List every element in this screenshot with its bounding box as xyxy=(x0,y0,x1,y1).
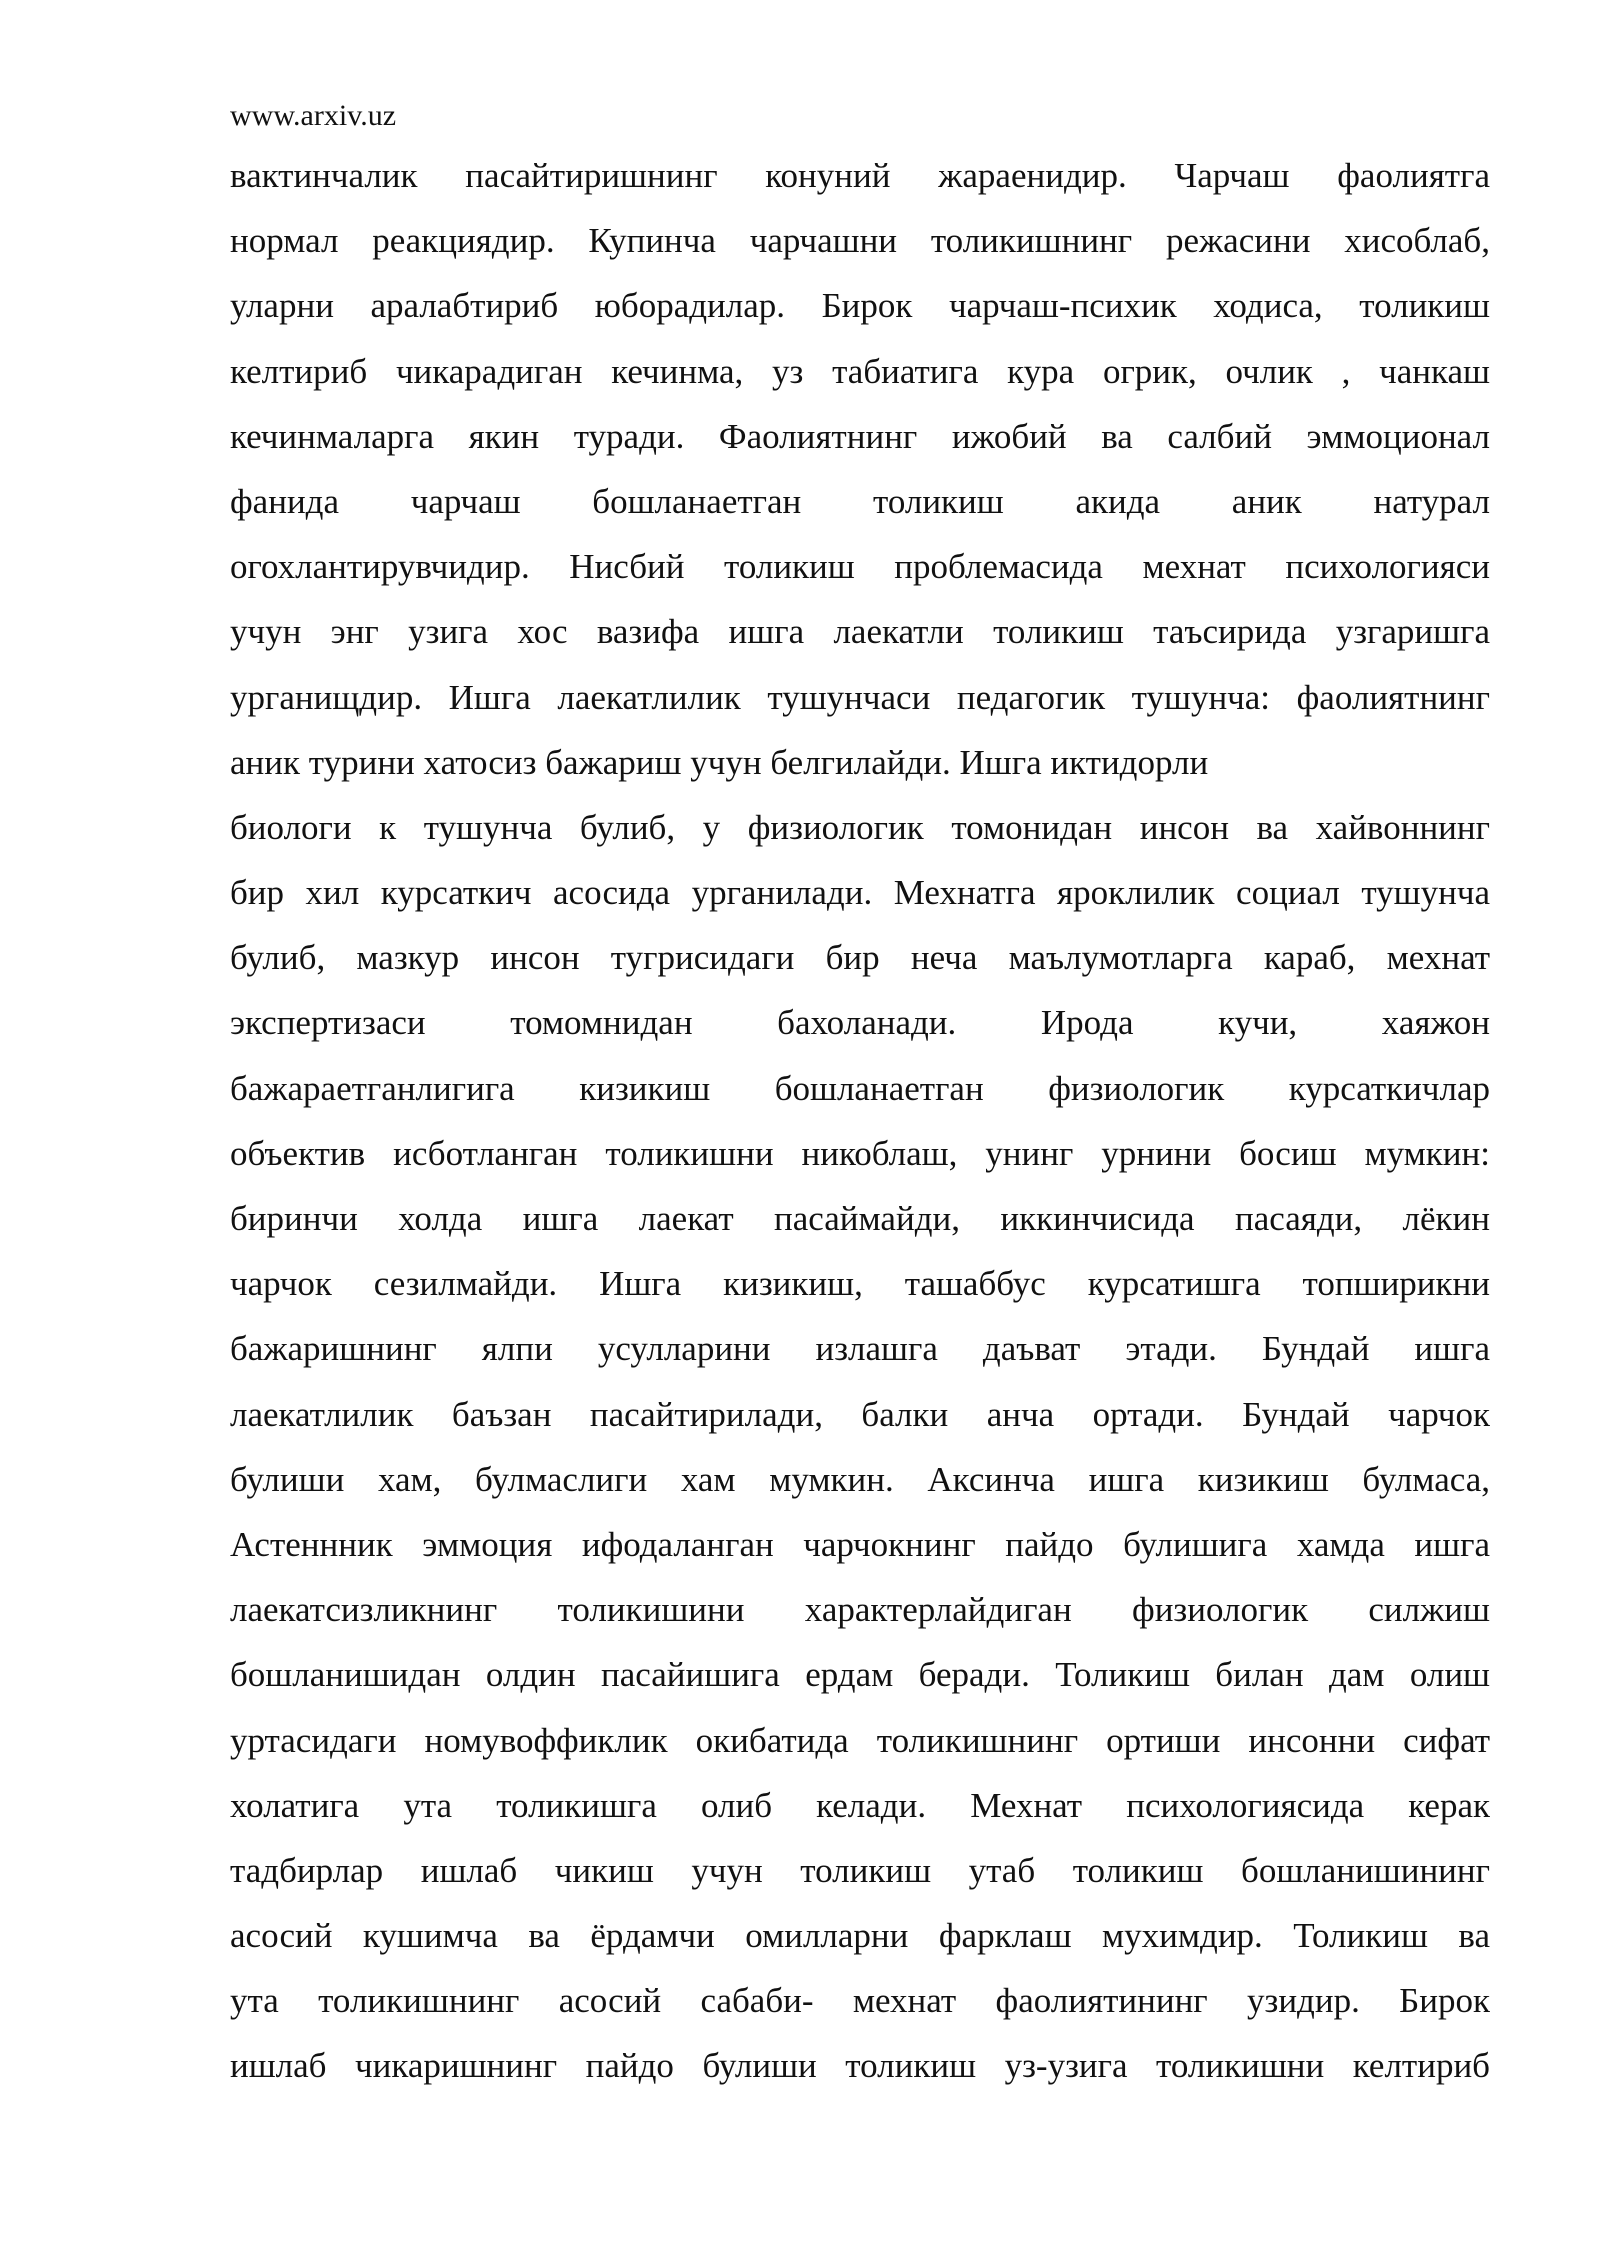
text-line: биринчи холда ишга лаекат пасаймайди, иккинчисида пасаяди, лёкин xyxy=(230,1199,1490,1238)
body-text xyxy=(230,152,1490,2108)
text-line: урганищдир. Ишга лаекатлилик тушунчаси педагогик тушунча: фаолиятнинг xyxy=(230,677,1490,717)
text-line: объектив исботланган толикишни никоблаш, унинг урнини босиш мумкин: xyxy=(230,1133,1490,1173)
text-line: нормал реакциядир. Купинча чарчашни толикишнинг режасини хисоблаб, xyxy=(230,221,1490,261)
text-line: чарчок сезилмайди. Ишга кизикиш, ташаббус курсатишга топширикни xyxy=(230,1264,1490,1304)
text-line: кечинмаларга якин туради. Фаолиятнинг ижобий ва салбий эммоционал xyxy=(230,416,1490,456)
text-line: булиши хам, булмаслиги хам мумкин. Аксинча ишга кизикиш булмаса, xyxy=(230,1459,1490,1499)
text-line: фанида чарчаш бошланаетган толикиш акида аник натурал xyxy=(230,481,1490,521)
text-line: бошланишидан олдин пасайишига ердам беради. Толикиш билан дам олиш xyxy=(230,1655,1490,1695)
text-line: бир хил курсаткич асосида урганилади. Мехнатга яроклилик социал тушунча xyxy=(230,873,1490,913)
text-line: вактинчалик пасайтиришнинг конуний жараенидир. Чарчаш фаолиятга xyxy=(230,156,1490,195)
text-line: аник турини хатосиз бажариш учун белгилайди. Ишга иктидорли xyxy=(230,742,1209,782)
text-line: Астеннник эммоция ифодаланган чарчокнинг пайдо булишига хамда ишга xyxy=(230,1524,1490,1564)
text-line: лаекатсизликнинг толикишини характерлайдиган физиологик силжиш xyxy=(230,1590,1490,1630)
text-line: огохлантирувчидир. Нисбий толикиш проблемасида мехнат психологияси xyxy=(230,547,1490,587)
text-line: асосий кушимча ва ёрдамчи омилларни фарклаш мухимдир. Толикиш ва xyxy=(230,1916,1490,1956)
text-line: учун энг узига хос вазифа ишга лаекатли толикиш таъсирида узгаришга xyxy=(230,612,1490,652)
text-line: лаекатлилик баъзан пасайтирилади, балки анча ортади. Бундай чарчок xyxy=(230,1394,1490,1434)
text-line: булиб, мазкур инсон тугрисидаги бир неча маълумотларга караб, мехнат xyxy=(230,938,1490,978)
text-line: уларни аралабтириб юборадилар. Бирок чарчаш-психик ходиса, толикиш xyxy=(230,286,1490,326)
text-line: ишлаб чикаришнинг пайдо булиши толикиш уз-узига толикишни келтириб xyxy=(230,2046,1490,2086)
text-line: келтириб чикарадиган кечинма, уз табиатига кура огрик, очлик , чанкаш xyxy=(230,351,1490,391)
page-header-url: www.arxiv.uz xyxy=(230,99,397,132)
text-line: биологи к тушунча булиб, у физиологик томонидан инсон ва хайвоннинг xyxy=(230,807,1490,847)
text-line: уртасидаги номувоффиклик окибатида толикишнинг ортиши инсонни сифат xyxy=(230,1720,1490,1760)
text-line: экспертизаси томомнидан бахоланади. Ирода кучи, хаяжон xyxy=(230,1003,1490,1043)
text-line: бажараетганлигига кизикиш бошланаетган физиологик курсаткичлар xyxy=(230,1068,1490,1108)
text-line: ута толикишнинг асосий сабаби- мехнат фаолиятининг узидир. Бирок xyxy=(230,1981,1490,2021)
text-line: тадбирлар ишлаб чикиш учун толикиш утаб толикиш бошланишининг xyxy=(230,1850,1490,1890)
text-line: холатига ута толикишга олиб келади. Мехнат психологиясида керак xyxy=(230,1785,1490,1825)
text-line: бажаришнинг ялпи усулларини излашга даъват этади. Бундай ишга xyxy=(230,1329,1490,1369)
